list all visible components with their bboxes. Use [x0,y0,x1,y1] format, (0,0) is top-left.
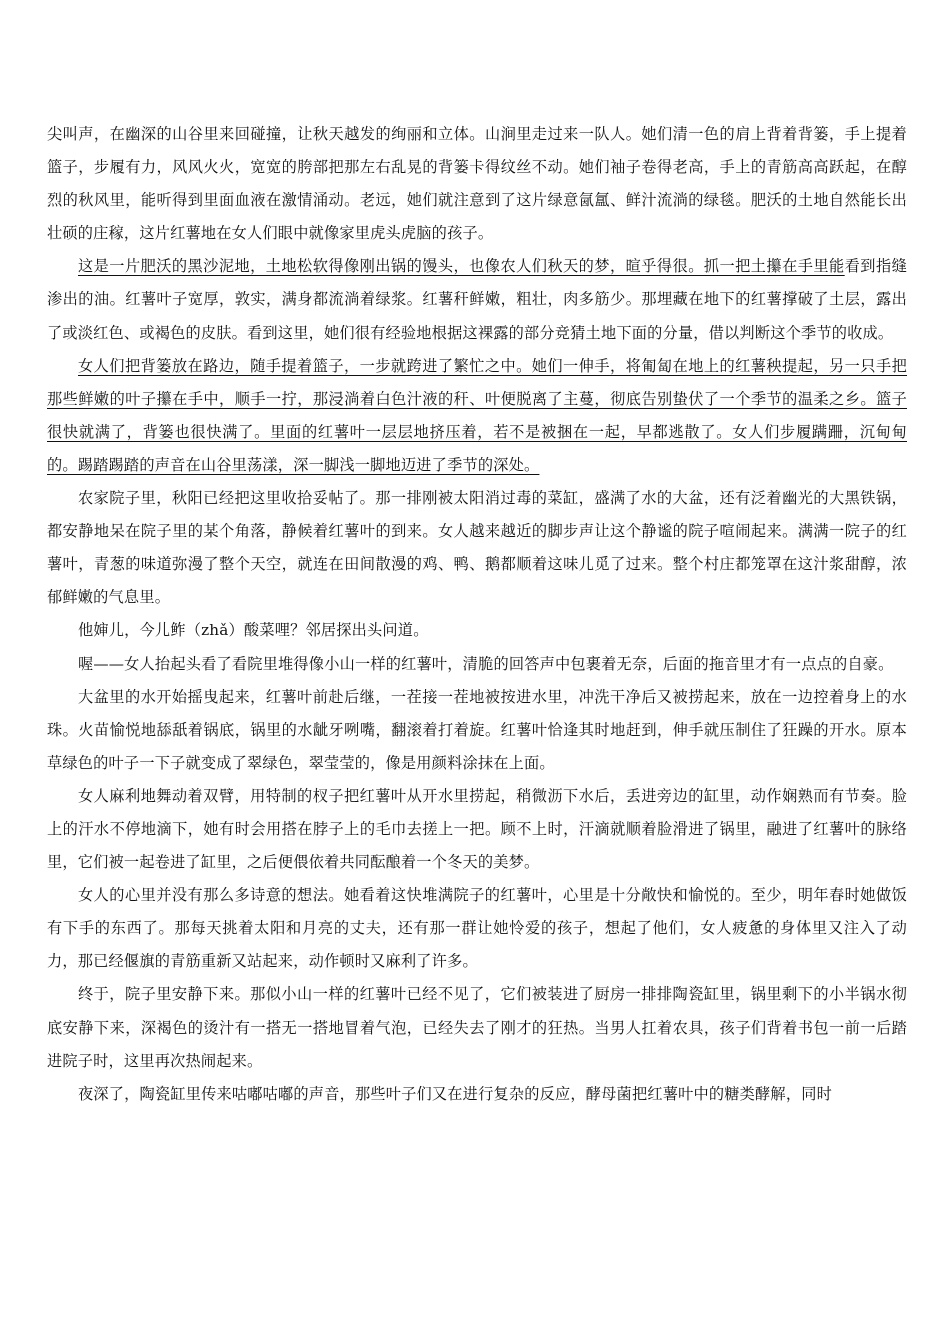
paragraph-5 [47,614,907,647]
paragraph-2-underlined-text: 这是一片肥沃的黑沙泥地，土地松软得像刚出锅的馒头，也像农人们秋天的梦，暄乎得很。抓一把土攥在手里能 [78,257,845,276]
paragraph-1 [47,118,907,250]
paragraph-8-text: 女人麻利地舞动着双臂，用特制的杈子把红薯叶从开水里捞起，稍微沥下水后，丢进旁边的缸里，动作娴熟而有节奏。脸上的汗水不停地滴下，她有时会用搭在脖子上的毛巾去搓上一把。顾不上时，汗滴就顺着脸滑进了锅里，融进了红薯叶的脉络里，它们被一起卷进了缸里，之后便偎依着共同酝酿着一个冬天的美梦。 [47,786,907,872]
paragraph-9-text: 女人的心里并没有那么多诗意的想法。她看着这快堆满院子的红薯叶，心里是十分敞快和愉悦的。至少，明年春时她做饭有下手的东西了。那每天挑着太阳和月亮的丈夫，还有那一群让她怜爱的孩子，想起了他们，女人疲惫的身体里又注入了动力，那已经偃旗的青筋重新又站起来，动作顿时又麻利了许多。 [47,886,907,971]
paragraph-2 [47,250,907,349]
paragraph-6 [47,648,907,681]
paragraph-4 [47,482,907,614]
paragraph-6-text: 喔——女人抬起头看了看院里堆得像小山一样的红薯叶，清脆的回答声中包裹着无奈，后面的拖音里才有一点点的自豪。 [78,654,894,673]
paragraph-3-underlined-text: 女人们把背篓放在路边，随手提着篮子，一步就跨进了繁忙之中。她们一伸手，将匍匐在地上的红薯秧提起，另一只手把那些鲜嫩的叶子攥在手中，顺手一拧，那浸淌着白色汁液的秆、叶便脱离了主蔓，彻底告别蛰伏了一个季节的温柔之乡。篮子很快就满了，背篓也很快满了。里面的红薯叶一层层地挤压着，若不是被捆在一起，早都逃散了。女人们步履蹒跚，沉甸甸的。踢踏踢踏的声音在山谷里荡漾，深一脚浅一脚地迈进了季节的深处。 [47,356,907,474]
paragraph-9 [47,879,907,978]
paragraph-8 [47,780,907,879]
paragraph-7-text: 大盆里的水开始摇曳起来，红薯叶前赴后继，一茬接一茬地被按进水里，冲洗干净后又被捞起来，放在一边控着身上的水珠。火苗愉悦地舔舐着锅底，锅里的水龇牙咧嘴，翻滚着打着旋。红薯叶恰逢其时地赶到，伸手就压制住了狂躁的开水。原本草绿色的叶子一下子就变成了翠绿色，翠莹莹的，像是用颜料涂抹在上面。 [47,687,907,772]
article-body [47,118,907,1111]
paragraph-11-text: 夜深了，陶瓷缸里传来咕嘟咕嘟的声音，那些叶子们又在进行复杂的反应，酵母菌把红薯叶中的糖类酵解，同时 [78,1084,832,1103]
paragraph-3 [47,350,907,482]
paragraph-7 [47,681,907,780]
paragraph-10 [47,978,907,1077]
paragraph-10-text: 终于，院子里安静下来。那似小山一样的红薯叶已经不见了，它们被装进了厨房一排排陶瓷缸里，锅里剩下的小半锅水彻底安静下来，深褐色的烫汁有一搭无一搭地冒着气泡，已经失去了刚才的狂热。当男人扛着农具，孩子们背着书包一前一后踏进院子时，这里再次热闹起来。 [47,985,907,1070]
paragraph-4-text: 农家院子里，秋阳已经把这里收拾妥帖了。那一排刚被太阳消过毒的菜缸，盛满了水的大盆，还有泛着幽光的大黑铁锅，都安静地呆在院子里的某个角落，静候着红薯叶的到来。女人越来越近的脚步声让这个静谧的院子喧闹起来。满满一院子的红薯叶，青葱的味道弥漫了整个天空，就连在田间散漫的鸡、鸭、鹅都顺着这味儿觅了过来。整个村庄都笼罩在这汁浆甜醇，浓郁鲜嫩的气息里。 [47,489,907,607]
paragraph-2-text: 看到指缝渗出的油。红薯叶子宽厚，敦实，满身都流淌着绿浆。红薯秆鲜嫩，粗壮，肉多筋少。那埋藏在地下的红薯撑破了土层，露出了或淡红色、或褐色的皮肤。看到这里，她们很有经验地根据这裸露的部分竞猜土地下面的分量，借以判断这个季节的收成。 [47,257,907,342]
paragraph-1-text: 尖叫声，在幽深的山谷里来回碰撞，让秋天越发的绚丽和立体。山涧里走过来一队人。她们清一色的肩上背着背篓，手上提着篮子，步履有力，风风火火，宽宽的胯部把那左右乱晃的背篓卡得纹丝不动。她们袖子卷得老高，手上的青筋高高跃起，在醇烈的秋风里，能听得到里面血液在激情涌动。老远，她们就注意到了这片绿意氤氲、鲜汁流淌的绿毯。肥沃的土地自然能长出壮硕的庄稼，这片红薯地在女人们眼中就像家里虎头虎脑的孩子。 [47,125,907,243]
paragraph-11 [47,1078,907,1111]
paragraph-5-text: 他婶儿，今儿鲊（zhǎ）酸菜哩？邻居探出头问道。 [78,621,429,640]
